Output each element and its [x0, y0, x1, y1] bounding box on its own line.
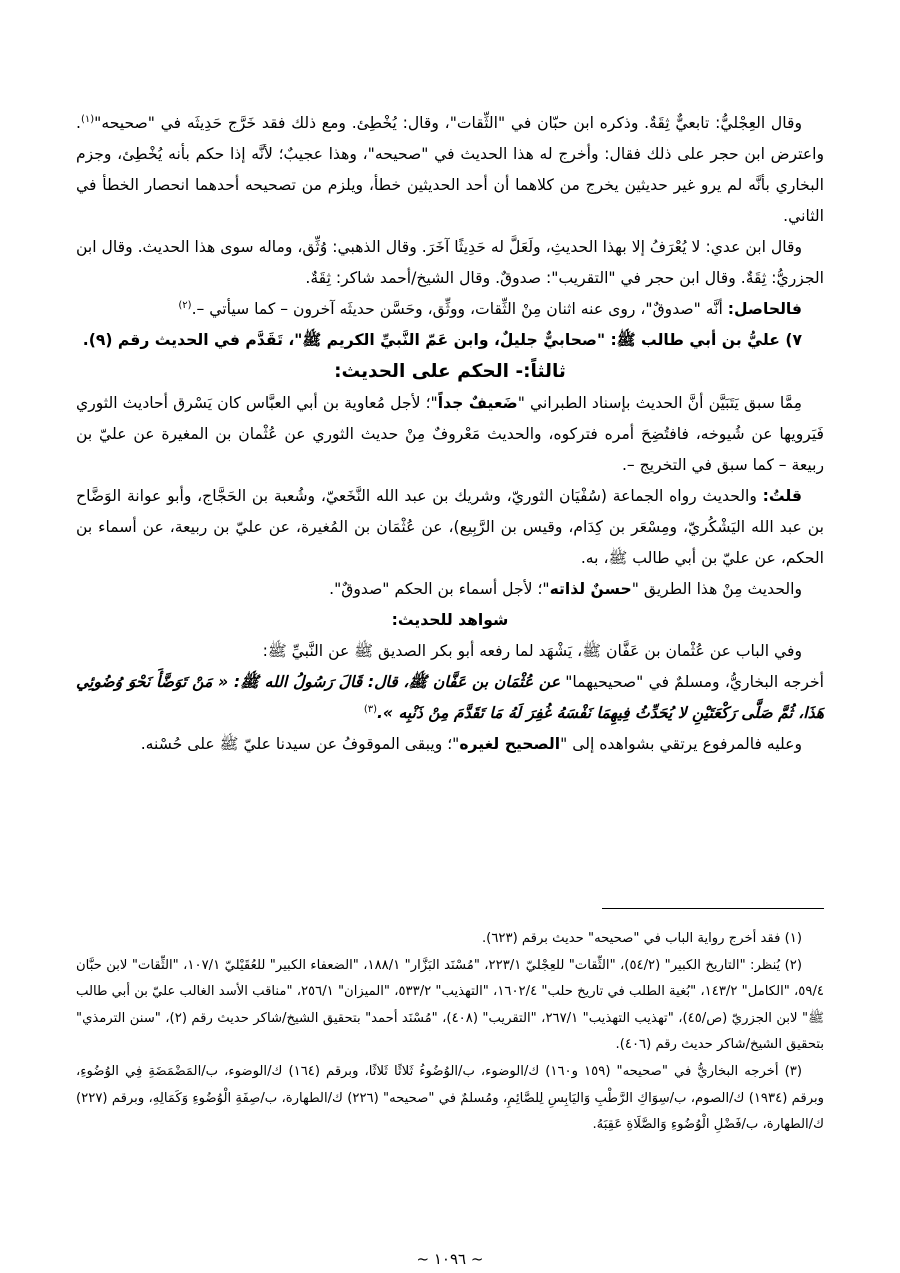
document-page — [76, 108, 825, 1268]
footnote-ref-2[interactable]: (٢) — [178, 299, 192, 311]
footnote-3: (٣) أخرجه البخاريُّ في "صحيحه" (١٥٩ و١٦٠) ك/الوضوء، ب/الوُضُوءُ ثَلاثًا ثَلاثًا، وبرقم (١٦٤) ك/الوضوء، ب/المَضْمَضَةِ فِي الوُضُوءِ، وبرقم (١٩٣٤) ك/الصوم، ب/سِوَاكِ الرَّطْبِ وَاليَابِسِ لِلصَّائِمِ، ومُسلمٌ في "صحيحه" (٢٢٦) ك/الطهارة، ب/صِفَةِ الْوُضُوءِ وَكَمَالِهِ، وبرقم (٢٢٧) ك/الطهارة، ب/فَضْلِ الْوُضُوءِ وَالصَّلَاةِ عَقِبَهُ. — [76, 1063, 825, 1133]
footnotes — [76, 926, 824, 1139]
ruling-very-weak: ضَعيفٌ جداً — [437, 394, 518, 412]
paragraph-witness-intro: وفي الباب عن عُثْمان بن عَفَّان ﷺ، يَشْهَد لما رفعه أبو بكر الصديق ﷺ عن النَّبيِّ ﷺ: — [262, 642, 802, 660]
paragraph-ruling: مِمَّا سبق يَتَبَيَّن أنَّ الحديث بإسناد الطبراني "ضَعيفٌ جداً"؛ لأجل مُعاوية بن أبي العبَّاس كان يَسْرق أحاديث الثوري فَيَرويها عن شُيوخه، فافتُضِحَ أمره فتركوه، والحديث مَعْروفٌ مِنْ حديث الثوري عن عُثْمان بن المغيرة عن عليّ بن ربيعة – كما سبق في التخريج –. — [76, 394, 824, 474]
ruling-sahih-lighayrihi: الصحيح لغيره — [459, 735, 561, 753]
paragraph-al-ijli: وقال العِجْليُّ: تابعيٌّ ثِقَةٌ. وذكره ابن حبّان في "الثِّقات"، وقال: يُخْطِئ. ومع ذلك فقد خَرَّج حَدِيثَه في "صحيحه"$^{(١)}$. واعترض ابن حجر على ذلك فقال: وأخرج له هذا الحديث في "صحيحه"، وهذا عجيبٌ؛ لأنَّه إذا حكم بأنه يُخْطِئ، وجزم البخاري بأنَّه لم يرو غير حديثين يخرج من كلاهما أن أحد الحديثين خطأ، ويلزم من تصحيحه أحدهما انحصار الخطأ في الثاني. — [76, 113, 824, 225]
section-heading-ruling: ثالثاً:- الحكم على الحديث: — [334, 361, 566, 382]
paragraph-ibn-adi: وقال ابن عدي: لا يُعْرَفُ إلا بهذا الحديثِ، ولَعَلَّ له حَدِيثًا آخَرَ. وقال الذهبي: وُثِّق، وماله سوى هذا الحديث. وقال ابن الجزريُّ: ثِقَةٌ. وقال ابن حجر في "التقريب": صدوقٌ. وقال الشيخ/أحمد شاكر: ثِقَةٌ. — [76, 238, 824, 287]
paragraph-hadith-text: أخرجه البخاريُّ، ومسلمٌ في "صحيحيهما" عن عُثْمَان بن عَفَّان ﷺ، قال: قَالَ رَسُولُ الله ﷺ: « مَنْ تَوَضَّأَ نَحْوَ وُضُوئِي هَذَا، ثُمَّ صَلَّى رَكْعَتَيْنِ لا يُحَدِّثُ فِيهِمَا نَفْسَهُ غُفِرَ لَهُ مَا تَقَدَّمَ مِنْ ذَنْبِه ».$^{(٣)}$ — [76, 673, 824, 722]
hadith-quote: عن عُثْمَان بن عَفَّان ﷺ، قال: قَالَ رَسُولُ الله ﷺ: « مَنْ تَوَضَّأَ نَحْوَ وُضُوئِي هَذَا، ثُمَّ صَلَّى رَكْعَتَيْنِ لا يُحَدِّثُ فِيهِمَا نَفْسَهُ غُفِرَ لَهُ مَا تَقَدَّمَ مِنْ ذَنْبِه ». — [76, 673, 824, 722]
paragraph-conclusion: فالحاصل: أنَّه "صدوقٌ"، روى عنه اثنان مِنْ الثِّقات، ووثِّق، وحَسَّن حديثَه آخرون – كما سيأتي –.$^{(٢)}$ — [178, 299, 802, 318]
paragraph-author-note: قلتُ: والحديث رواه الجماعة (سُفْيَان الثوريّ، وشريك بن عبد الله النَّخَعيّ، وشُعبة بن الحَجَّاج، وأبو عوانة الوَضَّاح بن عبد الله اليَشْكُريّ، ومِسْعَر بن كِدَام، وقيس بن الرَّبِيع)، عن عُثْمَان بن المُغيرة، عن عليّ بن ربيعة، عن أسماء بن الحكم، عن عليّ بن أبي طالب ﷺ، به. — [76, 487, 824, 567]
footnote-1: (١) فقد أخرج رواية الباب في "صحيحه" حديث برقم (٦٢٣). — [481, 931, 802, 946]
paragraph-final-ruling: وعليه فالمرفوع يرتقي بشواهده إلى "الصحيح لغيره"؛ ويبقى الموقوفُ عن سيدنا عليّ ﷺ على حُسْنه. — [140, 735, 802, 753]
footnote-ref-1[interactable]: (١) — [80, 113, 95, 125]
footnote-ref-3[interactable]: (٣) — [363, 703, 377, 715]
footnote-2: (٢) يُنظر: "التاريخ الكبير" (٥٤/٢)، "الثِّقات" للعِجْليّ ٢٢٣/١، "مُسْنَد البَزَّار" ١٨٨/١، "الضعفاء الكبير" للعُقَيْليّ ١٠٧/١، "الثِّقات" لابن حبَّان ٥٩/٤، "الكامل" ١٤٣/٢، "بُغية الطلب في تاريخ حلب" ١٦٠٢/٤، "التهذيب" ٥٣٣/٢، "الميزان" ٢٥٦/١، "مناقب الأسد الغالب عليّ بن أبي طالب ﷺ" لابن الجزريّ (ص/٤٥)، "تهذيب التهذيب" ٢٦٧/١، "التقريب" (٤٠٨)، "مُسْنَد أحمد" بتحقيق الشيخ/شاكر حديث رقم (٢)، "سنن الترمذي" بتحقيق الشيخ/شاكر حديث رقم (٤٠٦). — [76, 957, 825, 1053]
paragraph-hasan: والحديث مِنْ هذا الطريق "حسنٌ لذاته"؛ لأجل أسماء بن الحكم "صدوقٌ". — [329, 580, 802, 598]
conclusion-label: فالحاصل: — [727, 300, 802, 318]
narrator-7-ali: ٧) عليُّ بن أبي طالب ﷺ: "صحابيٌّ جليلٌ، وابن عَمّ النَّبيِّ الكريم ﷺ"، تَقَدَّم في الحديث رقم (٩). — [82, 331, 802, 349]
author-note-label: قلتُ: — [762, 487, 802, 505]
subheading-witnesses: شواهد للحديث: — [391, 611, 509, 629]
ruling-hasan: حسنٌ لذاته — [549, 580, 632, 598]
footnote-separator — [602, 908, 824, 909]
page-number: ~ ١٠٩٦ ~ — [416, 1250, 484, 1268]
